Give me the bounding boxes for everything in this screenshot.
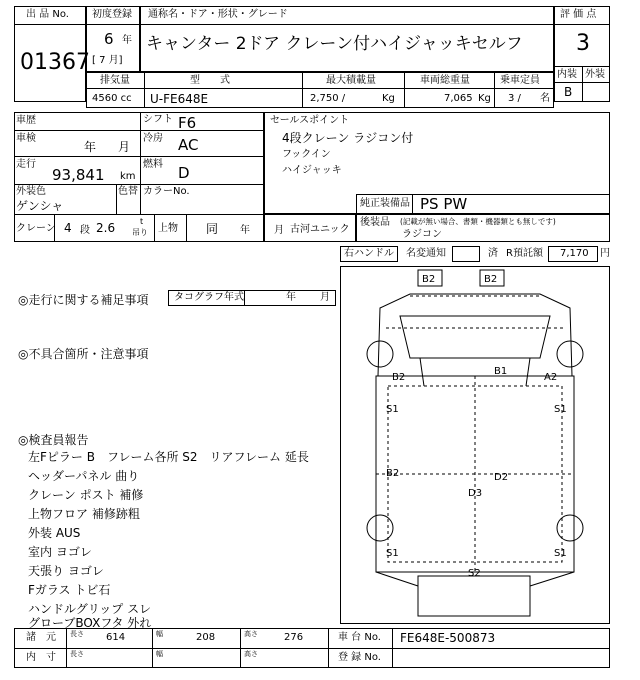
deck-same: 同 — [206, 222, 219, 236]
footer-split-3 — [240, 628, 241, 668]
handle: 右ハンドル — [344, 248, 394, 259]
lot-number: 01367 — [20, 50, 90, 75]
ac-label: 冷房 — [143, 133, 163, 144]
wheel-front-left — [367, 341, 393, 367]
interior-label: 内装 — [557, 69, 577, 80]
crane-label: クレーン — [16, 223, 56, 234]
sales-point-title: セールスポイント — [270, 115, 350, 126]
recycle-amount: 7,170 — [560, 248, 589, 259]
inspection-label: 車検 — [16, 133, 36, 144]
ac: AC — [178, 136, 199, 154]
defect-notes-label: ◎不具合箇所・注意事項 — [18, 347, 149, 361]
grade-sub-split — [582, 66, 583, 102]
lot-divider — [14, 24, 86, 25]
footer-split-5 — [392, 628, 393, 668]
gross-weight: 7,065 — [444, 93, 473, 104]
exterior-label: 外装 — [585, 69, 605, 80]
crane-ton: 2.6 — [96, 221, 116, 235]
chassis-label: 車 台 No. — [338, 632, 381, 643]
shift: F6 — [178, 114, 197, 132]
spec-split-2 — [302, 72, 303, 108]
recycle-unit: 円 — [600, 248, 610, 259]
width-label: 幅 — [156, 630, 163, 638]
pillar-right — [526, 358, 530, 386]
fuel: D — [178, 164, 190, 182]
inner-height-label: 高さ — [244, 650, 258, 658]
name-change-box — [452, 246, 480, 262]
aftermarket-value: ラジコン — [402, 229, 442, 240]
wheel-rear-left — [367, 515, 393, 541]
vehicle-diagram — [340, 266, 610, 624]
mark-s1-right-upper: S1 — [554, 404, 567, 415]
diagram-marks — [386, 274, 567, 579]
car-name: キャンター 2ドア クレーン付ハイジャッキセルフ — [146, 34, 523, 54]
cab-outline — [378, 294, 572, 376]
max-load-unit: Kg — [382, 93, 395, 104]
overall-grade: 3 — [576, 31, 590, 56]
fuel-label: 燃料 — [143, 159, 163, 170]
info-split-2 — [116, 184, 117, 214]
first-reg-label: 初度登録 — [92, 9, 132, 20]
inspector-report-label: ◎検査員報告 — [18, 433, 89, 447]
lot-label: 出 品 No. — [26, 9, 69, 20]
tax-status: 済 — [488, 248, 498, 259]
tacho-split — [244, 290, 245, 306]
info-row-2 — [14, 156, 264, 157]
info-row-1 — [14, 130, 264, 131]
inspector-line-10: グローブBOXフタ 外れ — [28, 616, 152, 630]
deck-year: 年 — [240, 225, 250, 236]
mark-b1: B1 — [494, 366, 508, 377]
model-label: 型 式 — [190, 75, 230, 86]
inner-width-label: 幅 — [156, 650, 163, 658]
grade-label: 評 価 点 — [560, 9, 597, 20]
sales-point-line-1: 4段クレーン ラジコン付 — [282, 131, 414, 145]
rear-bumper — [418, 576, 530, 616]
inner-length-label: 長さ — [70, 650, 84, 658]
tacho-month: 月 — [320, 292, 330, 303]
mark-b2-mirror-right: B2 — [484, 274, 498, 285]
sales-point-line-3: ハイジャッキ — [282, 165, 342, 176]
mileage-unit: km — [120, 171, 136, 182]
sales-point-line-2: フックイン — [282, 149, 331, 160]
mark-b2-left: B2 — [392, 372, 406, 383]
footer-split-2 — [152, 628, 153, 668]
footer-divider — [14, 648, 610, 649]
recycle-label: R預託額 — [506, 248, 543, 259]
mark-b2-left-mid: B2 — [386, 468, 400, 479]
inspector-line-1: 左Fピラー B フレーム各所 S2 リアフレーム 延長 — [28, 450, 309, 464]
car-name-divider — [140, 24, 554, 25]
name-change-label: 名変通知 — [406, 248, 446, 259]
inspector-line-7: 天張り ヨゴレ — [28, 564, 104, 578]
inspector-line-9: ハンドルグリップ スレ — [28, 602, 152, 616]
info-split-1 — [140, 112, 141, 214]
ext-color-label: 外装色 — [16, 186, 46, 197]
crane-ton-unit: t — [140, 217, 144, 226]
crane-split-2 — [154, 214, 155, 242]
first-reg-year: 6 — [104, 30, 114, 48]
mark-s1-right-lower: S1 — [554, 548, 567, 559]
tacho-year: 年 — [286, 292, 296, 303]
mark-d3: D3 — [468, 488, 483, 499]
capacity-label: 乗車定員 — [500, 75, 540, 86]
deck-month: 月 — [274, 225, 284, 236]
info-row-4 — [14, 214, 264, 215]
first-reg-month: [ 7 月] — [92, 55, 123, 66]
displacement-label: 排気量 — [100, 75, 130, 86]
capacity-unit: 名 — [540, 93, 550, 104]
model: U-FE648E — [150, 92, 209, 106]
crane-stage: 4 — [64, 221, 72, 235]
max-load: 2,750 / — [310, 93, 346, 104]
history-label: 車歴 — [16, 115, 36, 126]
aftermarket-note: (記載が無い場合、書類・機器類とも無しです) — [400, 217, 556, 226]
equipment-split — [412, 194, 413, 214]
displacement: 4560 cc — [92, 93, 132, 104]
mileage-label: 走行 — [16, 159, 36, 170]
crane-stage-unit: 段 — [80, 225, 90, 236]
mark-s1-left-lower: S1 — [386, 548, 399, 559]
height: 276 — [284, 632, 304, 643]
wheel-front-right — [557, 341, 583, 367]
length: 614 — [106, 632, 126, 643]
mark-d2: D2 — [494, 472, 509, 483]
capacity: 3 / — [508, 93, 521, 104]
interior-grade: B — [564, 85, 573, 99]
color-change-label: 色替 — [118, 186, 138, 197]
inspector-line-4: 上物フロア 補修跡粗 — [28, 507, 140, 521]
gross-weight-label: 車両総重量 — [420, 75, 470, 86]
equipment-divider — [356, 214, 610, 215]
inspector-line-5: 外装 AUS — [28, 526, 81, 540]
crane-split-3 — [186, 214, 187, 242]
info-row-3 — [14, 184, 264, 185]
ext-color: ゲンシャ — [16, 199, 64, 213]
spec-split-1 — [144, 72, 145, 108]
mark-b2-mirror-left: B2 — [422, 274, 436, 285]
spec-label: 諸 元 — [26, 632, 56, 643]
inner-dimension-label: 内 寸 — [26, 652, 56, 663]
shift-label: シフト — [143, 114, 173, 125]
height-label: 高さ — [244, 630, 258, 638]
tacho-label: タコグラフ年式 — [174, 292, 244, 303]
first-reg-divider — [86, 24, 140, 25]
inspector-line-6: 室内 ヨゴレ — [28, 545, 92, 559]
car-name-label: 通称名・ドア・形状・グレード — [148, 9, 288, 20]
spec-divider — [86, 88, 554, 89]
windshield — [400, 316, 550, 358]
gross-weight-unit: Kg — [478, 93, 491, 104]
spec-split-4 — [494, 72, 495, 108]
deck-label: 上物 — [158, 223, 178, 234]
width: 208 — [196, 632, 216, 643]
color-no-label: カラーNo. — [143, 186, 190, 197]
deck-maker: 古河ユニック — [290, 224, 350, 235]
max-load-label: 最大積載量 — [326, 75, 376, 86]
equipment-label: 純正装備品 — [360, 198, 410, 209]
inspector-line-8: Fガラス トビ石 — [28, 583, 111, 597]
registration-label: 登 録 No. — [338, 652, 381, 663]
crane-ton-sub: 吊り — [132, 228, 148, 237]
inspection-month: 月 — [118, 140, 131, 154]
mileage: 93,841 — [52, 166, 105, 184]
mark-s2: S2 — [468, 568, 481, 579]
first-reg-year-unit: 年 — [122, 35, 132, 46]
inspector-line-2: ヘッダーパネル 曲り — [28, 469, 140, 483]
driving-notes-label: ◎走行に関する補足事項 — [18, 293, 149, 307]
footer-split-1 — [66, 628, 67, 668]
inspector-line-3: クレーン ポスト 補修 — [28, 488, 144, 502]
spec-split-3 — [404, 72, 405, 108]
pillar-left — [420, 358, 424, 386]
length-label: 長さ — [70, 630, 84, 638]
equipment-value: PS PW — [420, 195, 468, 213]
grade-divider — [554, 24, 610, 25]
inspection-year: 年 — [84, 140, 97, 154]
mark-s1-left-upper: S1 — [386, 404, 399, 415]
aftermarket-label: 後装品 — [360, 217, 390, 228]
footer-split-4 — [328, 628, 329, 668]
chassis-number: FE648E-500873 — [400, 631, 496, 645]
mark-a2: A2 — [544, 372, 558, 383]
wheel-rear-right — [557, 515, 583, 541]
